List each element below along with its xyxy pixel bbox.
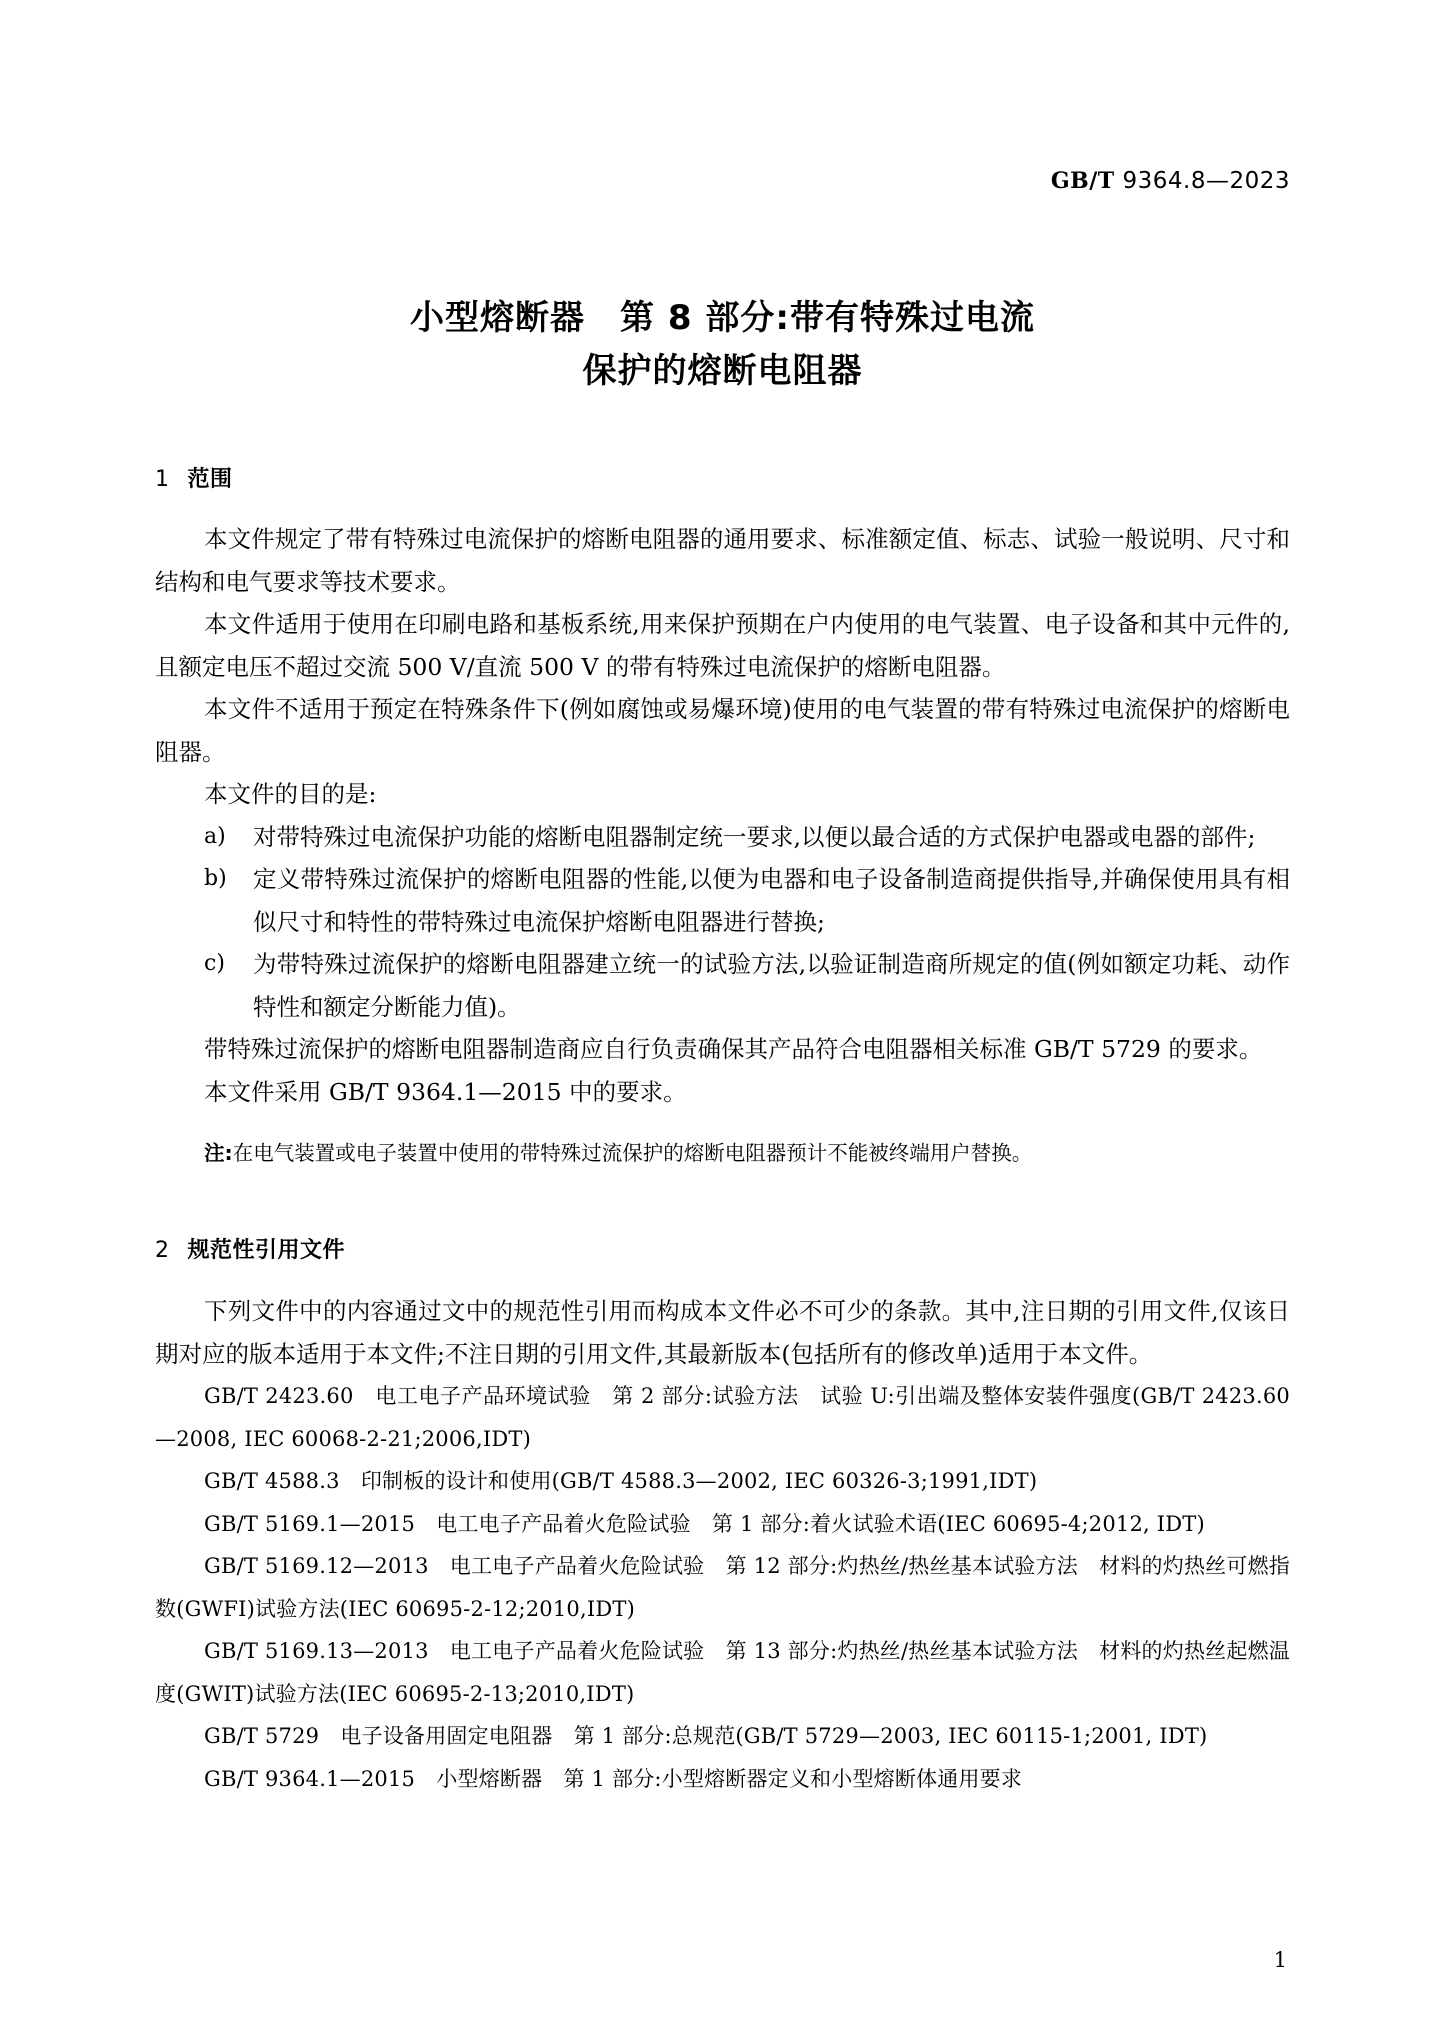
reference-entry: GB/T 5729 电子设备用固定电阻器 第 1 部分:总规范(GB/T 5729—2003, IEC 60115-1;2001, IDT) xyxy=(204,1724,1208,1748)
clause-1-number: 1 xyxy=(155,467,170,492)
reference-entry: GB/T 9364.1—2015 小型熔断器 第 1 部分:小型熔断器定义和小型熔断体通用要求 xyxy=(204,1766,1023,1791)
reference-entry: GB/T 4588.3 印制板的设计和使用(GB/T 4588.3—2002, IEC 60326-3;1991,IDT) xyxy=(204,1469,1038,1493)
note-label: 注: xyxy=(204,1140,233,1165)
paragraph: 本文件的目的是: xyxy=(204,780,377,808)
paragraph: 下列文件中的内容通过文中的规范性引用而构成本文件必不可少的条款。其中,注日期的引用文件,仅该日期对应的版本适用于本文件;不注日期的引用文件,其最新版本(包括所有的修改单)适用于本文件。 xyxy=(155,1297,1290,1368)
clause-2-body xyxy=(155,1290,1290,1800)
paragraph: 本文件采用 GB/T 9364.1—2015 中的要求。 xyxy=(204,1077,687,1106)
reference-entry: GB/T 5169.1—2015 电工电子产品着火危险试验 第 1 部分:着火试验术语(IEC 60695-4;2012, IDT) xyxy=(204,1511,1205,1536)
header-standard-prefix: GB/T xyxy=(1050,168,1115,194)
list-item-text: 定义带特殊过流保护的熔断电阻器的性能,以便为电器和电子设备制造商提供指导,并确保使用具有相似尺寸和特性的带特殊过电流保护熔断电阻器进行替换; xyxy=(253,865,1290,936)
reference-entry: GB/T 2423.60 电工电子产品环境试验 第 2 部分:试验方法 试验 U:引出端及整体安装件强度(GB/T 2423.60—2008, IEC 60068-2-21;2006,IDT) xyxy=(155,1384,1290,1451)
list-item xyxy=(155,816,1290,859)
page-number: 1 xyxy=(1273,1948,1287,1972)
clause-1-title: 范围 xyxy=(187,467,233,492)
paragraph: 本文件规定了带有特殊过电流保护的熔断电阻器的通用要求、标准额定值、标志、试验一般说明、尺寸和结构和电气要求等技术要求。 xyxy=(155,525,1290,596)
reference-entry: GB/T 5169.12—2013 电工电子产品着火危险试验 第 12 部分:灼热丝/热丝基本试验方法 材料的灼热丝可燃指数(GWFI)试验方法(IEC 60695-2-12;2010,IDT) xyxy=(155,1554,1290,1621)
list-marker: b) xyxy=(204,866,227,891)
paragraph: 本文件适用于使用在印刷电路和基板系统,用来保护预期在户内使用的电气装置、电子设备和其中元件的,且额定电压不超过交流 500 V/直流 500 V 的带有特殊过电流保护的熔断电阻器。 xyxy=(155,610,1290,681)
list-item xyxy=(155,858,1290,943)
reference-entry: GB/T 5169.13—2013 电工电子产品着火危险试验 第 13 部分:灼热丝/热丝基本试验方法 材料的灼热丝起燃温度(GWIT)试验方法(IEC 60695-2-13;2010,IDT) xyxy=(155,1639,1290,1706)
clause-1-body xyxy=(155,518,1290,1192)
paragraph: 带特殊过流保护的熔断电阻器制造商应自行负责确保其产品符合电阻器相关标准 GB/T 5729 的要求。 xyxy=(204,1035,1263,1063)
clause-2-heading xyxy=(155,1233,345,1264)
list-marker: c) xyxy=(204,951,225,976)
clause-2-title: 规范性引用文件 xyxy=(187,1238,346,1263)
list-marker: a) xyxy=(204,823,226,849)
running-header xyxy=(155,168,1290,194)
note-text: 在电气装置或电子装置中使用的带特殊过流保护的熔断电阻器预计不能被终端用户替换。 xyxy=(232,1140,1033,1165)
clause-2-number: 2 xyxy=(155,1238,170,1263)
header-standard-number: 9364.8—2023 xyxy=(1122,168,1290,194)
note xyxy=(155,1134,1290,1172)
paragraph: 本文件不适用于预定在特殊条件下(例如腐蚀或易爆环境)使用的电气装置的带有特殊过电流保护的熔断电阻器。 xyxy=(155,695,1290,766)
page-title-line-2: 保护的熔断电阻器 xyxy=(582,351,863,391)
page-title xyxy=(155,292,1290,398)
list-item-text: 为带特殊过流保护的熔断电阻器建立统一的试验方法,以验证制造商所规定的值(例如额定功耗、动作特性和额定分断能力值)。 xyxy=(253,950,1290,1021)
clause-1-heading xyxy=(155,462,233,493)
list-item-text: 对带特殊过电流保护功能的熔断电阻器制定统一要求,以便以最合适的方式保护电器或电器的部件; xyxy=(253,822,1256,851)
page-title-line-1: 小型熔断器 第 8 部分:带有特殊过电流 xyxy=(410,298,1035,338)
list-item xyxy=(155,943,1290,1028)
